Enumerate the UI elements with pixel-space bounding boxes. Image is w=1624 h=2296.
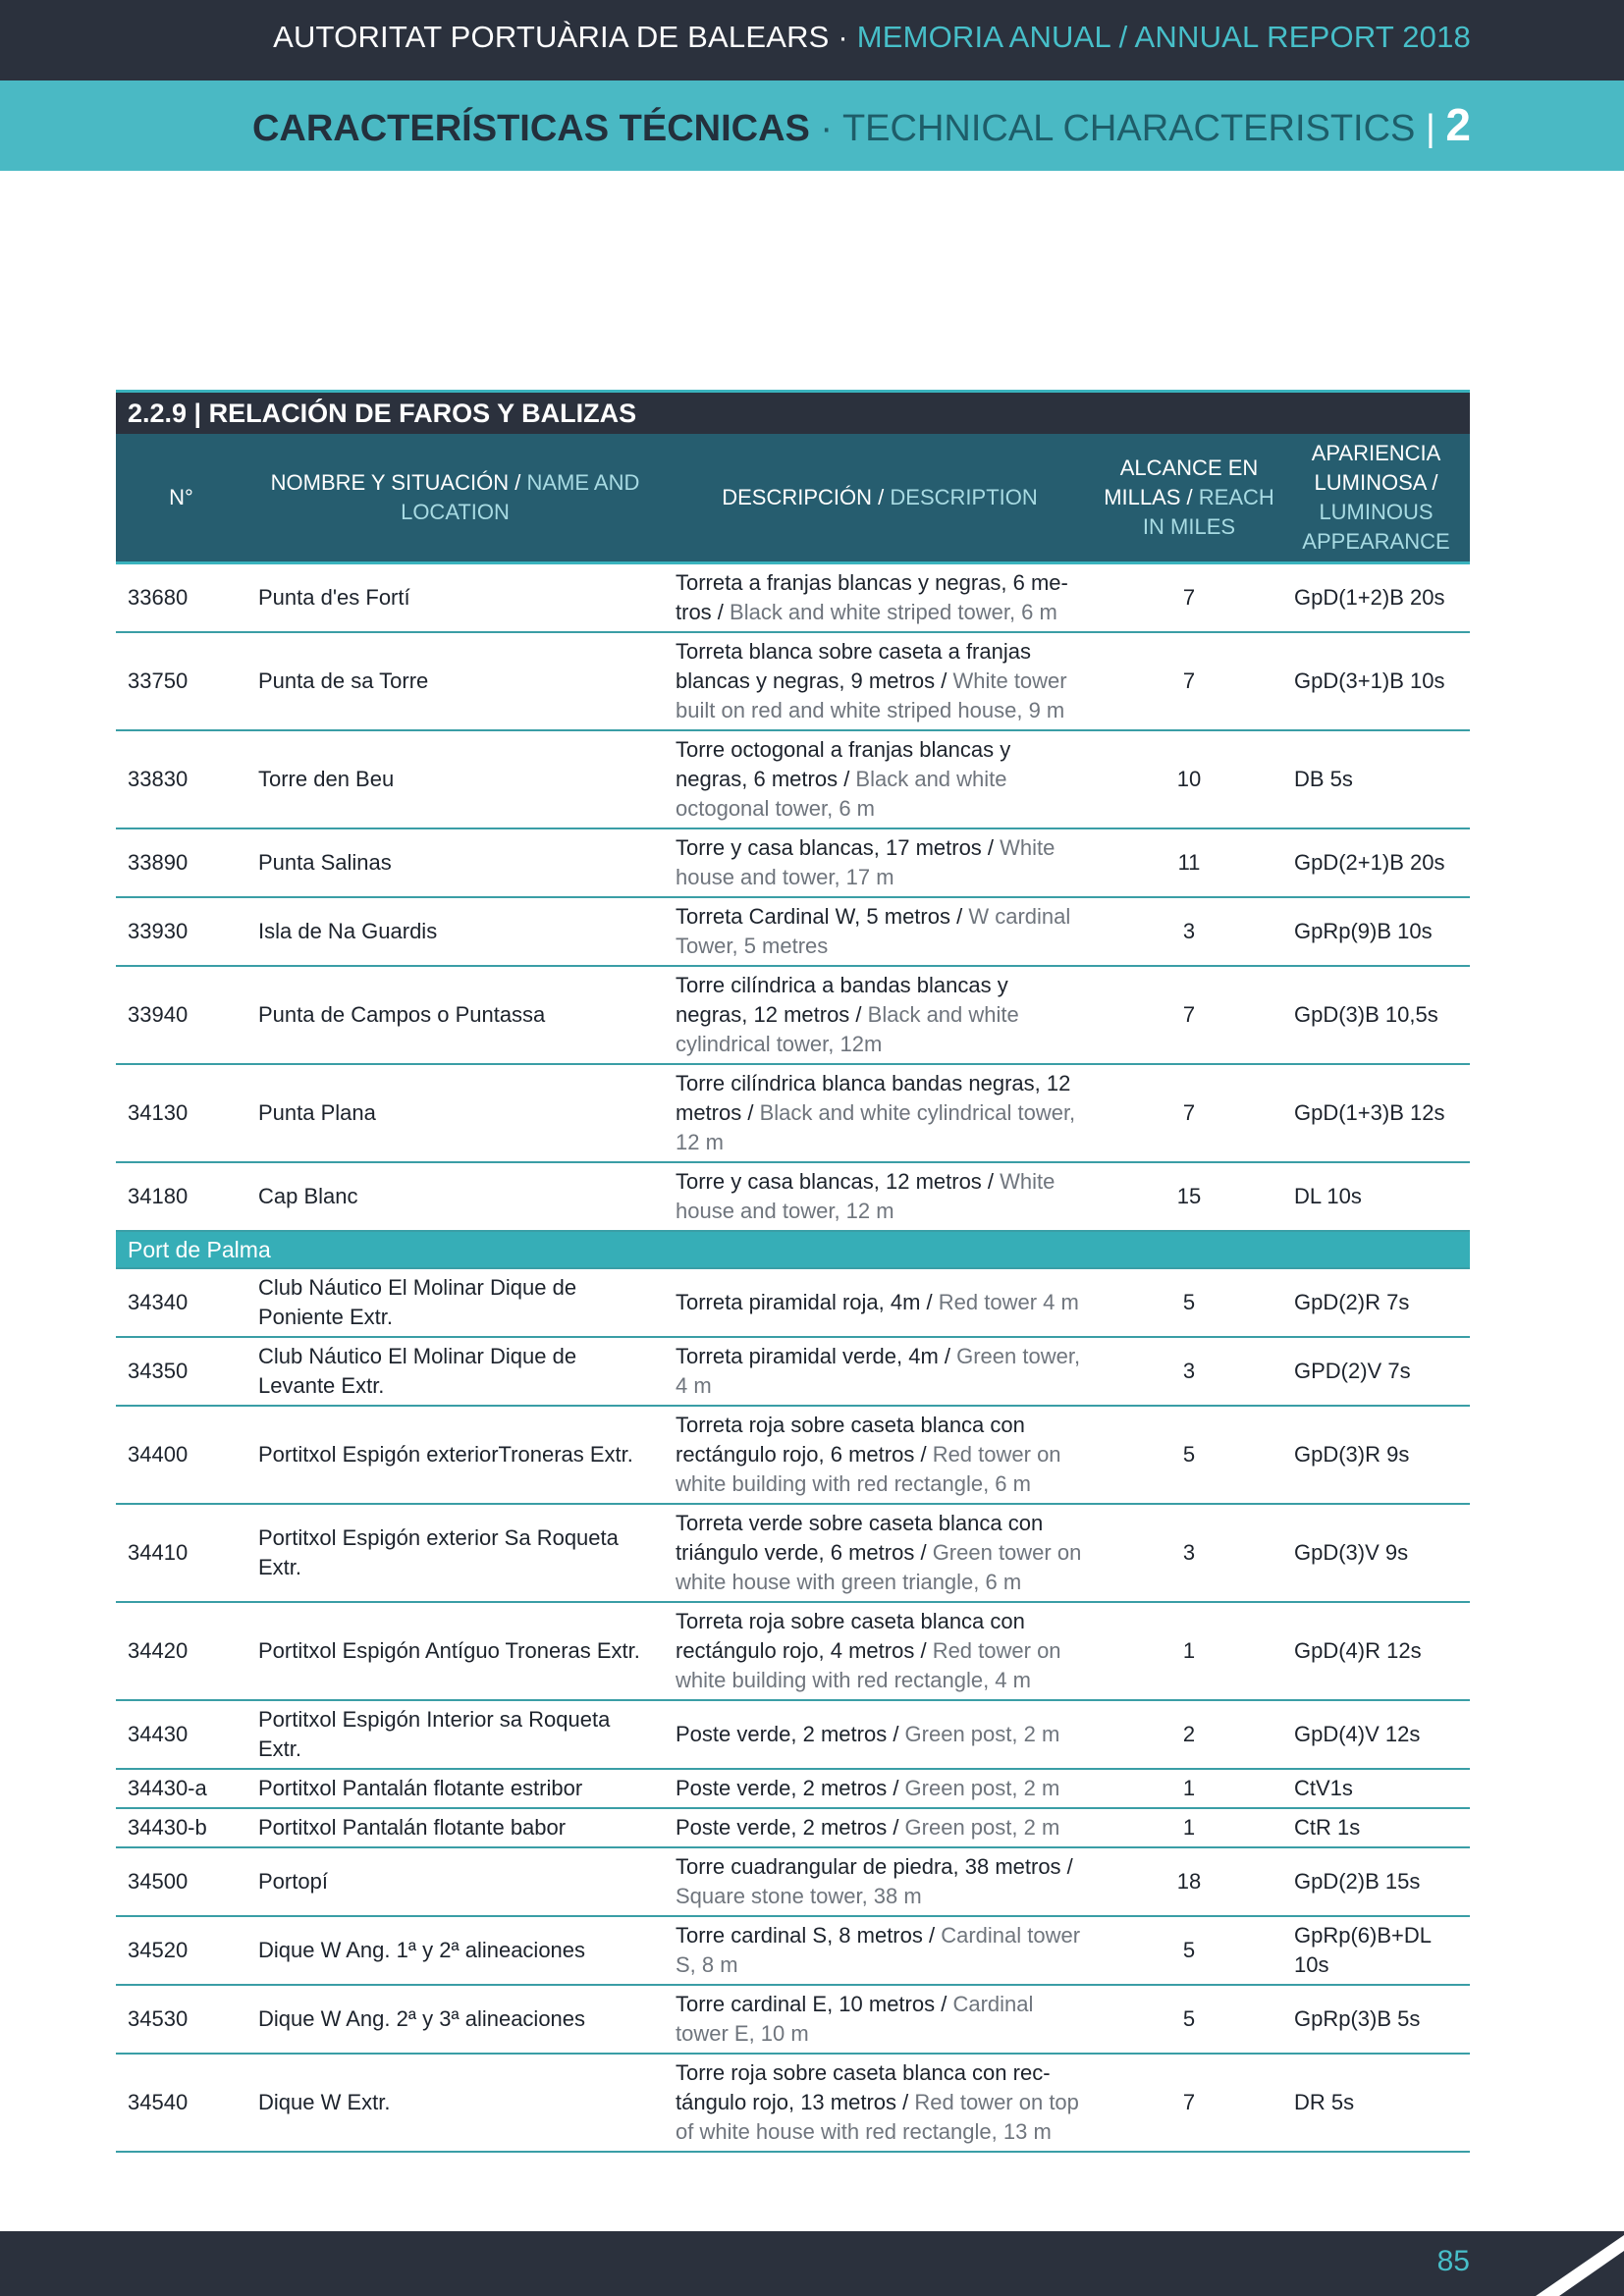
table-row — [116, 897, 1470, 966]
row-description-es: Torre y casa blancas, 17 metros / — [676, 835, 1001, 860]
row-number: 33930 — [116, 897, 246, 966]
row-appearance: DR 5s — [1282, 2054, 1470, 2152]
table-row — [116, 1847, 1470, 1916]
section-dot: · — [809, 108, 842, 149]
title-slash: / — [1110, 20, 1135, 54]
row-appearance: GpD(3)V 9s — [1282, 1504, 1470, 1602]
row-appearance: GpD(2+1)B 20s — [1282, 828, 1470, 897]
table-row — [116, 1769, 1470, 1808]
table-row — [116, 1064, 1470, 1162]
corner-stripe-decoration — [1516, 2231, 1624, 2296]
annual-report-label: ANNUAL REPORT 2018 — [1134, 20, 1471, 54]
row-reach: 7 — [1096, 632, 1282, 730]
row-description-en: Red tower 4 m — [938, 1290, 1079, 1314]
row-appearance: CtV1s — [1282, 1769, 1470, 1808]
row-description-en: Red tower on white building with red rectangle, 4 m — [676, 1638, 1061, 1692]
row-appearance: GpD(3+1)B 10s — [1282, 632, 1470, 730]
row-reach: 18 — [1096, 1847, 1282, 1916]
row-number: 34540 — [116, 2054, 246, 2152]
table-row — [116, 1985, 1470, 2054]
col-header-appearance-es: APARIENCIA LUMINOSA / — [1311, 441, 1441, 495]
table-row — [116, 1808, 1470, 1847]
row-description-es: Torre cardinal S, 8 metros / — [676, 1923, 942, 1948]
row-description-en: White tower built on red and white striped house, 9 m — [676, 668, 1067, 722]
row-description-es: Torre cilíndrica a bandas blancas y negras, 12 metros / — [676, 973, 1008, 1027]
col-header-appearance — [1282, 434, 1470, 563]
row-description-en: White house and tower, 17 m — [676, 835, 1056, 889]
memoria-label: MEMORIA ANUAL — [856, 20, 1110, 54]
row-appearance: GpD(3)B 10,5s — [1282, 966, 1470, 1064]
lighthouse-table — [116, 434, 1470, 2153]
row-appearance: GpD(3)R 9s — [1282, 1406, 1470, 1504]
row-description-en: Red tower on white building with red rectangle, 6 m — [676, 1442, 1061, 1496]
row-description-en: W cardinal Tower, 5 metres — [676, 904, 1071, 958]
row-description — [664, 632, 1096, 730]
row-description — [664, 966, 1096, 1064]
row-description-en: Green post, 2 m — [904, 1776, 1060, 1800]
page-footer-bar — [0, 2231, 1624, 2296]
row-description — [664, 1700, 1096, 1769]
table-row — [116, 1337, 1470, 1406]
row-appearance: DB 5s — [1282, 730, 1470, 828]
row-reach: 1 — [1096, 1602, 1282, 1700]
table-row — [116, 2054, 1470, 2152]
row-description-es: Torreta roja sobre caseta blanca con rectángulo rojo, 6 metros / — [676, 1413, 1025, 1467]
row-description — [664, 2054, 1096, 2152]
row-description-en: Black and white cylindrical tower, 12 m — [676, 1100, 1076, 1154]
col-header-name-es: NOMBRE Y SITUACIÓN / — [270, 470, 527, 495]
row-name: Dique W Ang. 1ª y 2ª alineaciones — [246, 1916, 664, 1985]
row-number: 33750 — [116, 632, 246, 730]
row-name: Club Náutico El Molinar Dique de Poniente Extr. — [246, 1268, 664, 1337]
row-name: Punta de sa Torre — [246, 632, 664, 730]
row-name: Cap Blanc — [246, 1162, 664, 1231]
row-description — [664, 1847, 1096, 1916]
row-appearance: GPD(2)V 7s — [1282, 1337, 1470, 1406]
row-name: Punta Plana — [246, 1064, 664, 1162]
col-header-desc-es: DESCRIPCIÓN / — [722, 485, 891, 509]
row-reach: 15 — [1096, 1162, 1282, 1231]
table-row — [116, 1268, 1470, 1337]
table-row — [116, 632, 1470, 730]
row-reach: 11 — [1096, 828, 1282, 897]
row-description-es: Torreta Cardinal W, 5 metros / — [676, 904, 969, 929]
section-heading-bar — [0, 80, 1624, 171]
row-description-es: Torre cilíndrica blanca bandas negras, 12 metros / — [676, 1071, 1071, 1125]
row-name: Isla de Na Guardis — [246, 897, 664, 966]
row-reach: 5 — [1096, 1916, 1282, 1985]
row-number: 33940 — [116, 966, 246, 1064]
row-appearance: GpRp(9)B 10s — [1282, 897, 1470, 966]
row-name: Portitxol Espigón Antíguo Troneras Extr. — [246, 1602, 664, 1700]
section-title-es: CARACTERÍSTICAS TÉCNICAS — [251, 108, 810, 149]
report-header-bar — [0, 0, 1624, 80]
row-description-en: Square stone tower, 38 m — [676, 1884, 922, 1908]
table-header-row — [116, 434, 1470, 563]
row-description-es: Torre roja sobre caseta blanca con rec-tángulo rojo, 13 metros / — [676, 2060, 1051, 2114]
row-number: 33890 — [116, 828, 246, 897]
row-description — [664, 1769, 1096, 1808]
row-description — [664, 1064, 1096, 1162]
table-body — [116, 563, 1470, 2153]
page-number: 85 — [1436, 2245, 1470, 2277]
row-description-en: Green post, 2 m — [904, 1815, 1060, 1840]
row-reach: 3 — [1096, 897, 1282, 966]
row-number: 34180 — [116, 1162, 246, 1231]
row-description-en: Green tower, 4 m — [676, 1344, 1081, 1398]
row-name: Portitxol Pantalán flotante babor — [246, 1808, 664, 1847]
row-name: Punta de Campos o Puntassa — [246, 966, 664, 1064]
section-number: 2 — [1445, 99, 1471, 150]
row-number: 34410 — [116, 1504, 246, 1602]
col-header-desc-en: DESCRIPTION — [890, 485, 1038, 509]
row-description — [664, 563, 1096, 633]
row-number: 34500 — [116, 1847, 246, 1916]
group-row-port-de-palma — [116, 1231, 1470, 1268]
row-description — [664, 1406, 1096, 1504]
row-number: 34420 — [116, 1602, 246, 1700]
row-number: 33830 — [116, 730, 246, 828]
table-row — [116, 1406, 1470, 1504]
row-reach: 5 — [1096, 1268, 1282, 1337]
report-title — [273, 20, 1471, 55]
row-reach: 10 — [1096, 730, 1282, 828]
row-name: Club Náutico El Molinar Dique de Levante Extr. — [246, 1337, 664, 1406]
row-number: 34520 — [116, 1916, 246, 1985]
row-description-es: Torreta roja sobre caseta blanca con rectángulo rojo, 4 metros / — [676, 1609, 1025, 1663]
row-number: 34430-b — [116, 1808, 246, 1847]
row-description — [664, 1602, 1096, 1700]
row-name: Portitxol Espigón exteriorTroneras Extr. — [246, 1406, 664, 1504]
section-divider: | — [1415, 108, 1446, 149]
row-name: Dique W Ang. 2ª y 3ª alineaciones — [246, 1985, 664, 2054]
col-header-reach-es: ALCANCE EN MILLAS / — [1104, 455, 1259, 509]
section-heading — [252, 98, 1471, 151]
table-row — [116, 1700, 1470, 1769]
row-description-es: Poste verde, 2 metros / — [676, 1722, 905, 1746]
col-header-name-en: NAME AND LOCATION — [401, 470, 640, 524]
row-reach: 7 — [1096, 1064, 1282, 1162]
col-header-appearance-en: LUMINOUS APPEARANCE — [1302, 500, 1450, 554]
row-description-en: Cardinal tower S, 8 m — [676, 1923, 1081, 1977]
row-number: 34400 — [116, 1406, 246, 1504]
table-row — [116, 1916, 1470, 1985]
row-description — [664, 1162, 1096, 1231]
row-number: 34530 — [116, 1985, 246, 2054]
col-header-name — [246, 434, 664, 563]
row-description-es: Torreta blanca sobre caseta a franjas blancas y negras, 9 metros / — [676, 639, 1031, 693]
row-appearance: GpRp(6)B+DL 10s — [1282, 1916, 1470, 1985]
row-description-es: Torreta piramidal verde, 4m / — [676, 1344, 957, 1368]
group-label: Port de Palma — [116, 1231, 1470, 1268]
org-name: AUTORITAT PORTUÀRIA DE BALEARS — [273, 20, 830, 54]
row-description-en: Green post, 2 m — [904, 1722, 1060, 1746]
row-description-es: Torre cuadrangular de piedra, 38 metros / — [676, 1854, 1073, 1879]
row-name: Dique W Extr. — [246, 2054, 664, 2152]
row-description-es: Torre cardinal E, 10 metros / — [676, 1992, 953, 2016]
row-number: 34130 — [116, 1064, 246, 1162]
row-appearance: GpD(1+3)B 12s — [1282, 1064, 1470, 1162]
col-header-reach-en: REACH IN MILES — [1142, 485, 1274, 539]
row-number: 34430-a — [116, 1769, 246, 1808]
row-description-en: Black and white cylindrical tower, 12m — [676, 1002, 1019, 1056]
row-reach: 7 — [1096, 2054, 1282, 2152]
row-description — [664, 1504, 1096, 1602]
row-reach: 7 — [1096, 563, 1282, 633]
row-name: Portopí — [246, 1847, 664, 1916]
table-row — [116, 1602, 1470, 1700]
row-reach: 1 — [1096, 1769, 1282, 1808]
row-appearance: GpD(2)R 7s — [1282, 1268, 1470, 1337]
row-name: Portitxol Pantalán flotante estribor — [246, 1769, 664, 1808]
lighthouse-table-block — [116, 390, 1470, 2153]
table-row — [116, 966, 1470, 1064]
col-header-number — [116, 434, 246, 563]
row-description — [664, 828, 1096, 897]
section-title-en: TECHNICAL CHARACTERISTICS — [841, 108, 1416, 149]
row-description — [664, 730, 1096, 828]
row-reach: 3 — [1096, 1337, 1282, 1406]
row-name: Portitxol Espigón exterior Sa Roqueta Extr. — [246, 1504, 664, 1602]
row-description-en: Black and white striped tower, 6 m — [730, 600, 1057, 624]
table-row — [116, 1162, 1470, 1231]
row-description-es: Torreta verde sobre caseta blanca con triángulo verde, 6 metros / — [676, 1511, 1044, 1565]
row-description — [664, 1985, 1096, 2054]
row-appearance: DL 10s — [1282, 1162, 1470, 1231]
col-header-reach — [1096, 434, 1282, 563]
row-name: Punta Salinas — [246, 828, 664, 897]
row-appearance: GpD(4)R 12s — [1282, 1602, 1470, 1700]
col-header-description — [664, 434, 1096, 563]
row-description-en: Red tower on top of white house with red rectangle, 13 m — [676, 2090, 1079, 2144]
row-description — [664, 1808, 1096, 1847]
row-name: Punta d'es Fortí — [246, 563, 664, 633]
row-description-es: Torre y casa blancas, 12 metros / — [676, 1169, 1001, 1194]
row-number: 33680 — [116, 563, 246, 633]
table-row — [116, 563, 1470, 633]
row-name: Torre den Beu — [246, 730, 664, 828]
row-number: 34430 — [116, 1700, 246, 1769]
row-description-es: Torre octogonal a franjas blancas y negras, 6 metros / — [676, 737, 1011, 791]
row-reach: 5 — [1096, 1985, 1282, 2054]
row-reach: 3 — [1096, 1504, 1282, 1602]
row-description — [664, 1268, 1096, 1337]
row-appearance: GpRp(3)B 5s — [1282, 1985, 1470, 2054]
row-reach: 5 — [1096, 1406, 1282, 1504]
row-appearance: GpD(1+2)B 20s — [1282, 563, 1470, 633]
row-reach: 7 — [1096, 966, 1282, 1064]
row-description — [664, 1916, 1096, 1985]
row-description-en: White house and tower, 12 m — [676, 1169, 1056, 1223]
row-description-es: Poste verde, 2 metros / — [676, 1776, 905, 1800]
table-row — [116, 730, 1470, 828]
row-description-es: Torreta a franjas blancas y negras, 6 me-tros / — [676, 570, 1068, 624]
row-number: 34340 — [116, 1268, 246, 1337]
row-appearance: GpD(4)V 12s — [1282, 1700, 1470, 1769]
row-description — [664, 1337, 1096, 1406]
row-description-en: Green tower on white house with green triangle, 6 m — [676, 1540, 1082, 1594]
row-description — [664, 897, 1096, 966]
table-row — [116, 828, 1470, 897]
row-description-en: Cardinal tower E, 10 m — [676, 1992, 1034, 2046]
row-description-es: Poste verde, 2 metros / — [676, 1815, 905, 1840]
table-row — [116, 1504, 1470, 1602]
row-description-es: Torreta piramidal roja, 4m / — [676, 1290, 939, 1314]
table-title: 2.2.9 | RELACIÓN DE FAROS Y BALIZAS — [116, 390, 1470, 434]
row-description-en: Black and white octogonal tower, 6 m — [676, 767, 1007, 821]
row-appearance: GpD(2)B 15s — [1282, 1847, 1470, 1916]
row-reach: 1 — [1096, 1808, 1282, 1847]
row-name: Portitxol Espigón Interior sa Roqueta Extr. — [246, 1700, 664, 1769]
table-header — [116, 434, 1470, 563]
col-header-number-label: N° — [169, 485, 193, 509]
row-number: 34350 — [116, 1337, 246, 1406]
row-appearance: CtR 1s — [1282, 1808, 1470, 1847]
title-separator: · — [829, 20, 857, 54]
row-reach: 2 — [1096, 1700, 1282, 1769]
